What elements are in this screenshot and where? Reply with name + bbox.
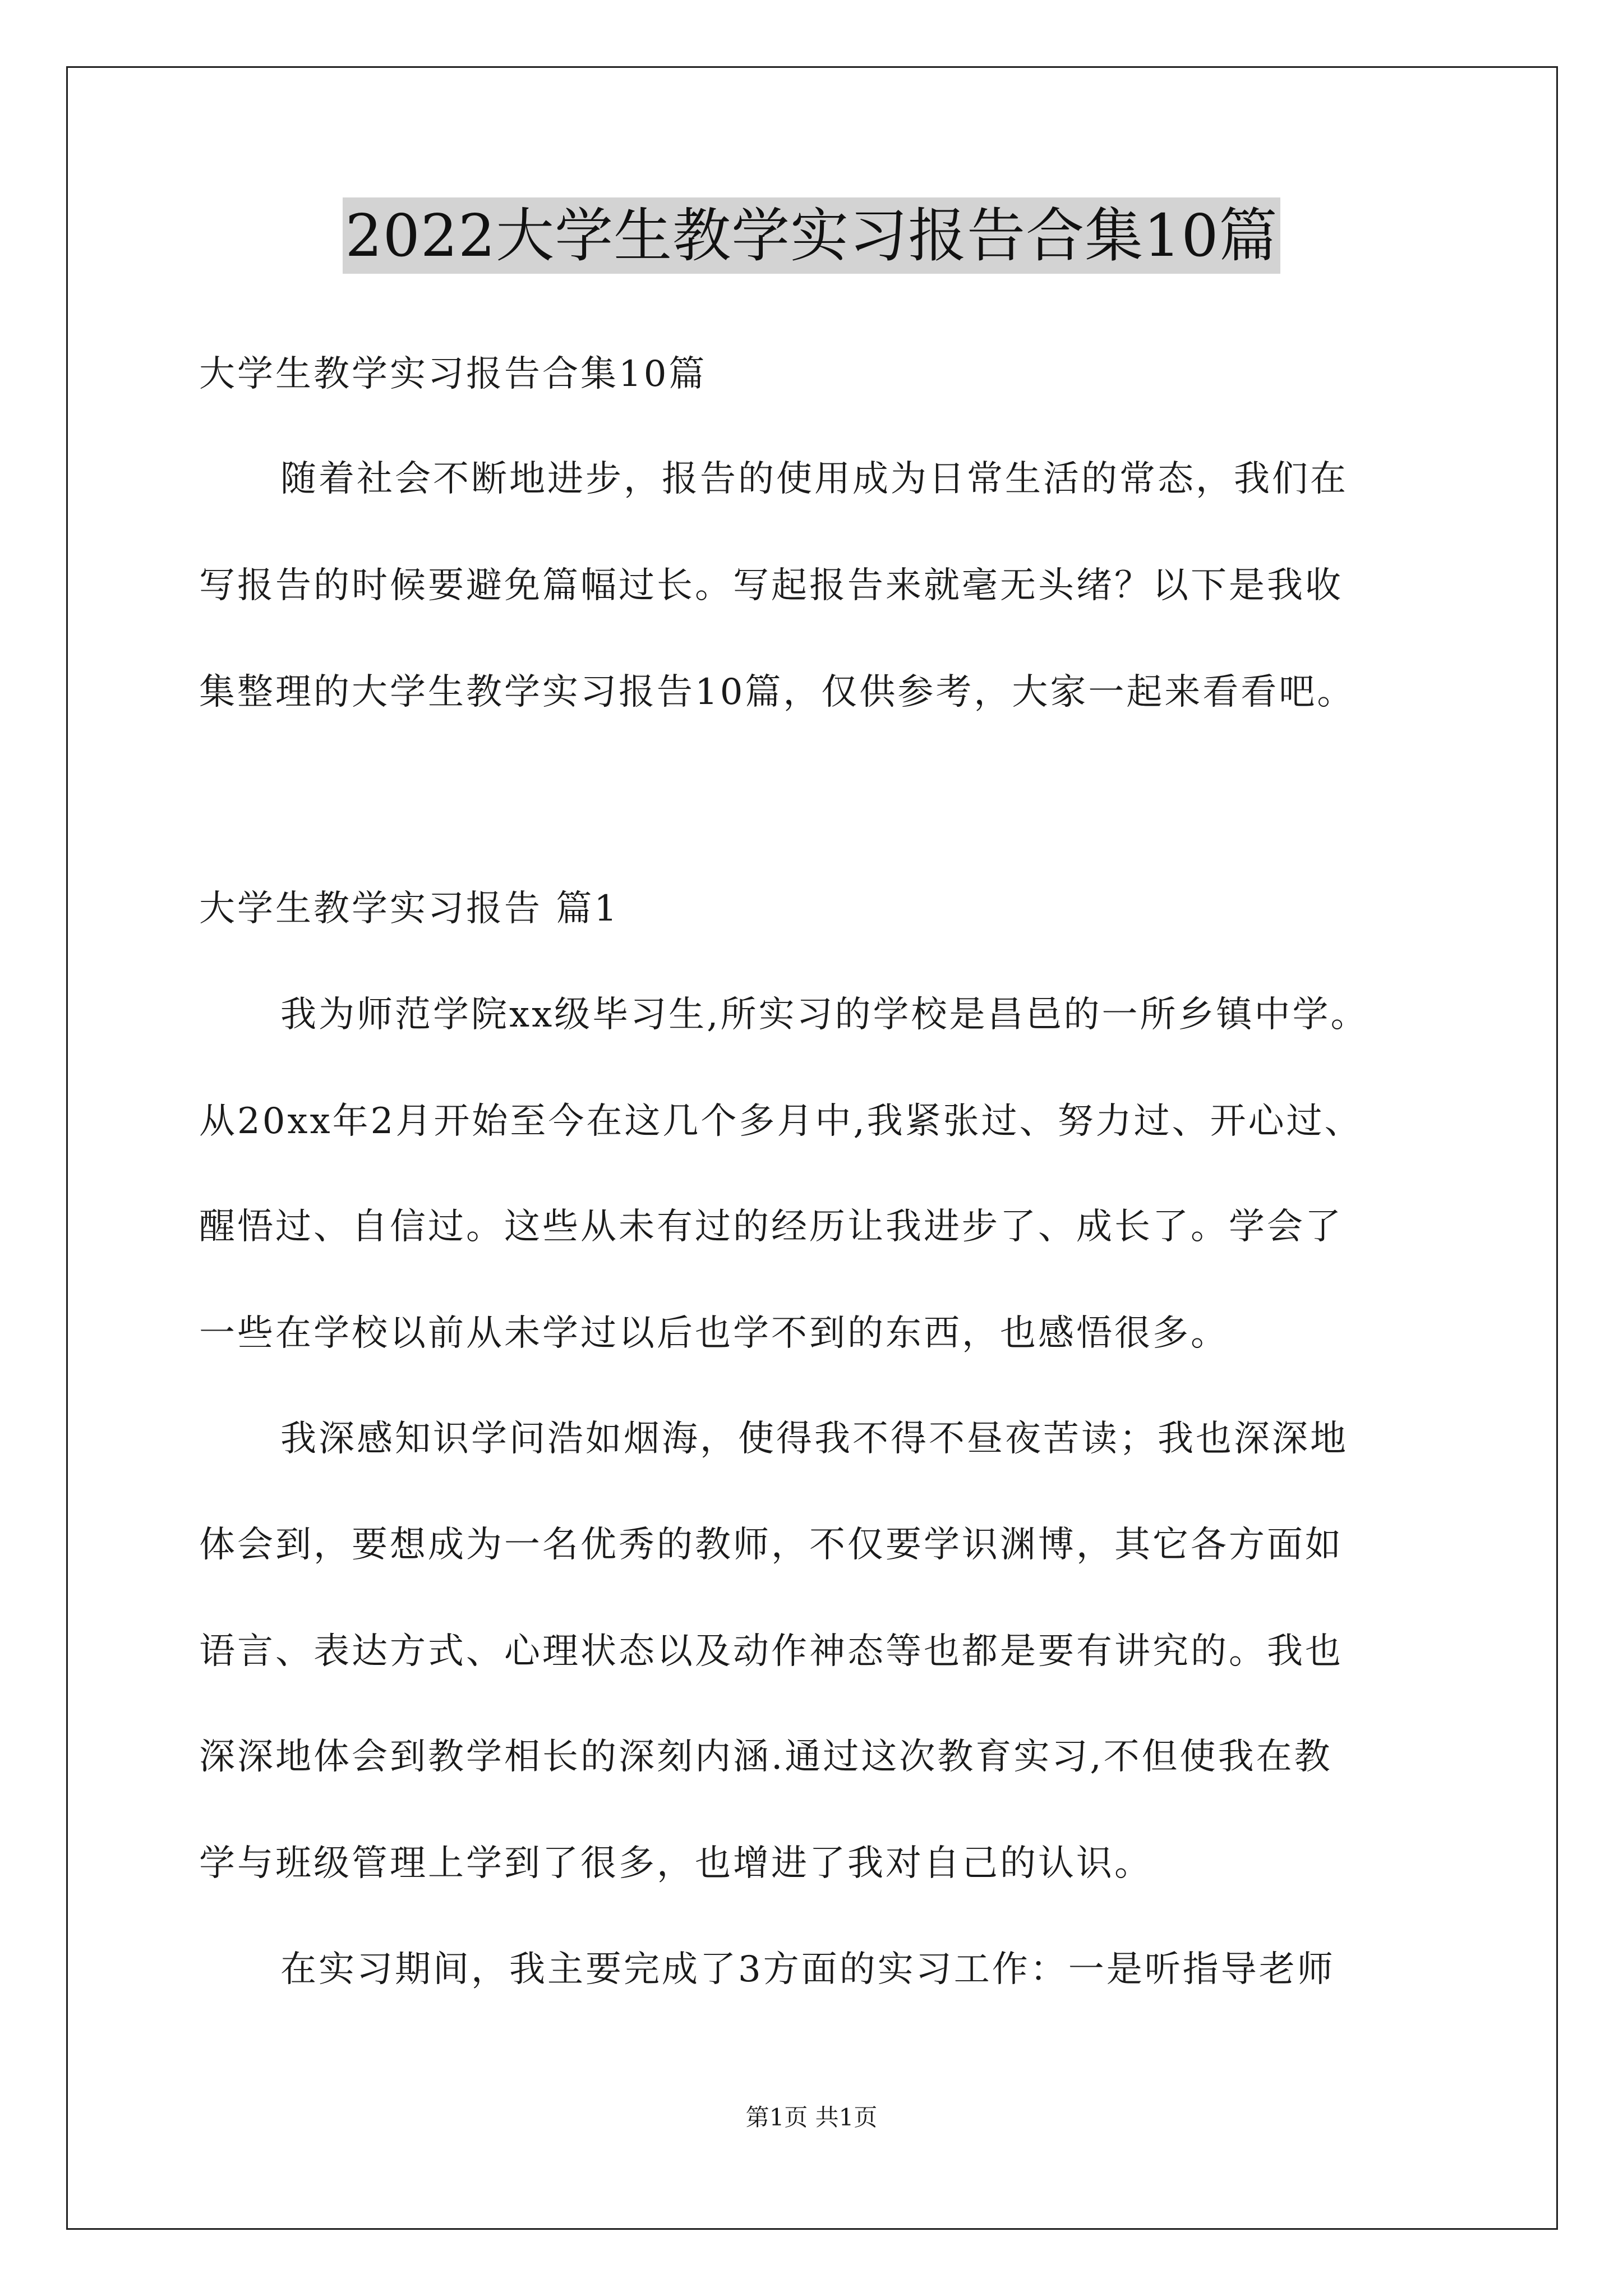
intro-line: 随着社会不断地进步，报告的使用成为日常生活的常态，我们在 xyxy=(280,458,1348,500)
paragraph-line: 一些在学校以前从未学过以后也学不到的东西，也感悟很多。 xyxy=(199,1313,1229,1354)
page-footer: 第1页 共1页 xyxy=(745,2104,878,2131)
paragraph-line: 学与班级管理上学到了很多，也增进了我对自己的认识。 xyxy=(199,1843,1152,1884)
paragraph-line: 深深地体会到教学相长的深刻内涵.通过这次教育实习,不但使我在教 xyxy=(199,1736,1332,1778)
title-container xyxy=(0,197,1623,274)
intro-line: 写报告的时候要避免篇幅过长。写起报告来就毫无头绪？以下是我收 xyxy=(199,565,1343,606)
paragraph-line: 体会到，要想成为一名优秀的教师，不仅要学识渊博，其它各方面如 xyxy=(199,1524,1343,1566)
paragraph-line: 我深感知识学问浩如烟海，使得我不得不昼夜苦读；我也深深地 xyxy=(280,1418,1348,1460)
document-title: 2022大学生教学实习报告合集10篇 xyxy=(343,197,1280,274)
paragraph-line: 语言、表达方式、心理状态以及动作神态等也都是要有讲究的。我也 xyxy=(199,1631,1343,1672)
paragraph-line: 从20xx年2月开始至今在这几个多月中,我紧张过、努力过、开心过、 xyxy=(199,1101,1363,1142)
document-subtitle: 大学生教学实习报告合集10篇 xyxy=(199,353,707,395)
paragraph-line: 在实习期间，我主要完成了3方面的实习工作：一是听指导老师 xyxy=(280,1949,1335,1990)
paragraph-line: 我为师范学院xx级毕习生,所实习的学校是昌邑的一所乡镇中学。 xyxy=(280,994,1369,1036)
paragraph-line: 醒悟过、自信过。这些从未有过的经历让我进步了、成长了。学会了 xyxy=(199,1206,1343,1248)
intro-line: 集整理的大学生教学实习报告10篇，仅供参考，大家一起来看看吧。 xyxy=(199,671,1355,713)
section-heading: 大学生教学实习报告 篇1 xyxy=(199,888,620,930)
